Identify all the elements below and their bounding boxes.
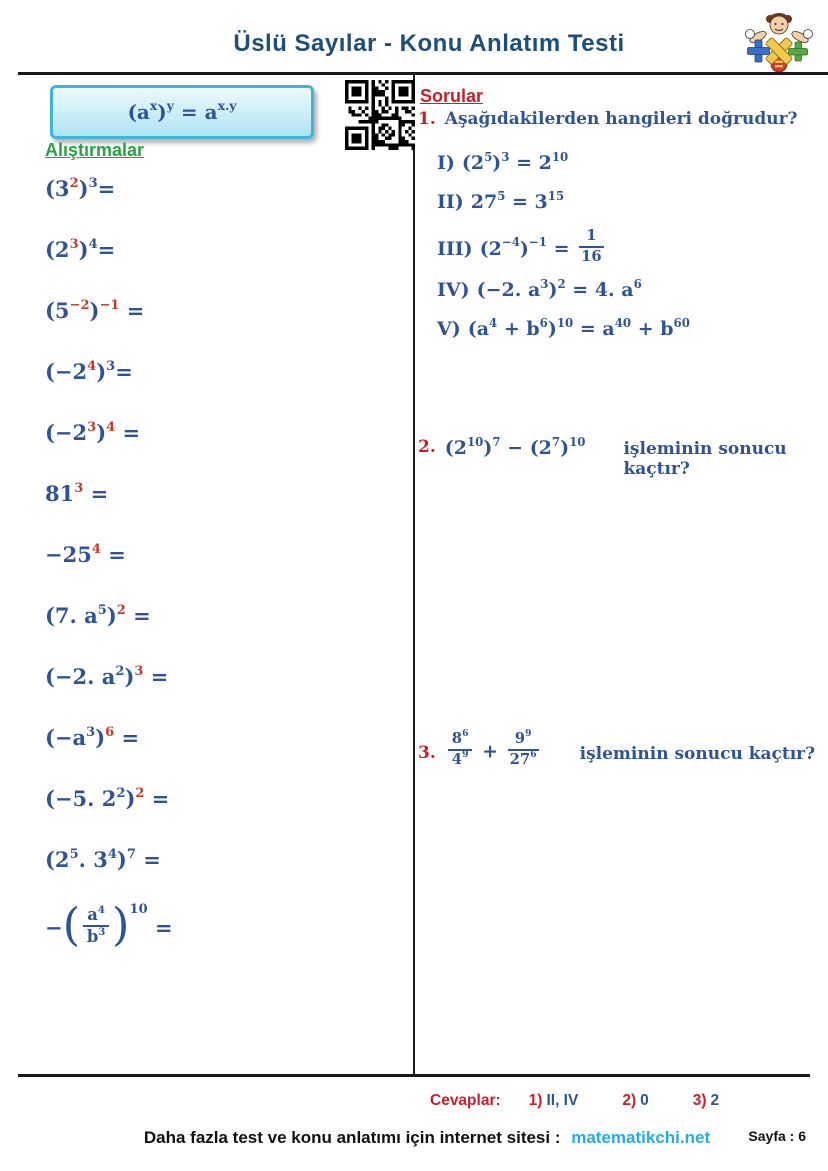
q1-options bbox=[437, 149, 807, 357]
exercise-expression: $(-2^3)^4$ = bbox=[45, 420, 141, 445]
question-3-number: 3. bbox=[418, 742, 436, 763]
formula-expression: $(a^x)^y = a^{x.y}$ bbox=[127, 98, 237, 124]
exercise-expression: (7. $a^5)^2$ = bbox=[45, 603, 151, 628]
footer bbox=[26, 1128, 828, 1148]
q1-option bbox=[437, 315, 807, 341]
question-2-number: 2. bbox=[418, 437, 436, 457]
column-divider bbox=[413, 74, 415, 1074]
question-2-expression: $(2^{10})^7 - (2^7)^{10}$ bbox=[444, 434, 586, 459]
q1-option-label: IV) bbox=[437, 279, 470, 302]
exercise-expression: $(2^3)^4=$ bbox=[45, 237, 116, 262]
q1-option-label: V) bbox=[437, 318, 461, 341]
formula-box bbox=[50, 85, 314, 139]
question-1-number: 1. bbox=[418, 109, 436, 129]
exercise-expression: (−5. $2^2)^2$ = bbox=[45, 786, 170, 811]
answer-item: 1) II, IV bbox=[528, 1092, 579, 1109]
exercise-expression: $(3^2)^3=$ bbox=[45, 176, 116, 201]
page-number: Sayfa : 6 bbox=[748, 1128, 806, 1144]
question-3 bbox=[418, 728, 818, 772]
question-2-text: işleminin sonucu kaçtır? bbox=[623, 439, 787, 479]
question-3-text: işleminin sonucu kaçtır? bbox=[579, 743, 816, 764]
exercise-expression: $(5^{-2})^{-1}$ = bbox=[45, 298, 145, 323]
q1-option-label: I) bbox=[437, 152, 455, 174]
header-divider bbox=[18, 72, 828, 75]
exercise-expression: −( $\frac{a^4}{b^3}$ )$^{10}$ = bbox=[45, 898, 173, 952]
question-1-text: Aşağıdakilerden hangileri doğrudur? bbox=[444, 109, 798, 129]
answers-list bbox=[529, 1092, 720, 1110]
math-kid-mascot-icon bbox=[742, 10, 816, 74]
q1-option-expression: $27^5 = 3^{15}$ bbox=[470, 188, 565, 213]
question-2 bbox=[418, 434, 818, 479]
exercise-list bbox=[45, 176, 395, 987]
q1-option bbox=[437, 227, 807, 269]
answer-item: 3) 2 bbox=[692, 1092, 720, 1109]
q1-option-label: II) bbox=[437, 191, 464, 213]
answers-label: Cevaplar: bbox=[430, 1092, 501, 1109]
question-3-expression: $\frac{8^6}{4^9}$ + $\frac{9^9}{27^6}$ bbox=[445, 733, 542, 772]
exercise-expression: ($2^5$. $3^4)^7$ = bbox=[45, 847, 161, 872]
q1-option-expression: $(a^4 + b^6)^{10} = a^{40} + b^{60}$ bbox=[467, 315, 690, 341]
q1-option-expression: $(2^5)^3 = 2^{10}$ bbox=[461, 149, 569, 174]
questions-heading: Sorular bbox=[420, 86, 484, 106]
q1-option-expression: (−2. $a^3)^2 = 4$. $a^6$ bbox=[476, 276, 642, 302]
answers-row bbox=[430, 1092, 719, 1110]
footer-divider bbox=[18, 1074, 810, 1077]
page-title: Üslü Sayılar - Konu Anlatım Testi bbox=[233, 30, 625, 57]
exercises-heading: Alıştırmalar bbox=[45, 140, 145, 160]
website-link[interactable]: matematikchi.net bbox=[571, 1128, 711, 1147]
question-1 bbox=[418, 109, 818, 129]
answer-item: 2) 0 bbox=[622, 1092, 649, 1109]
exercise-expression: $(-2^4)^3=$ bbox=[45, 359, 133, 384]
q1-option-label: III) bbox=[437, 237, 473, 260]
exercise-expression: (−2. $a^2)^3$ = bbox=[45, 664, 169, 689]
exercise-expression: $(-a^3)^6$ = bbox=[45, 725, 140, 750]
exercise-expression: $-25^4$ = bbox=[45, 542, 126, 567]
q1-option-expression: $(2^{-4})^{-1}$ = $\frac{1}{16}$ bbox=[479, 227, 602, 265]
footer-text: Daha fazla test ve konu anlatımı için internet sitesi : bbox=[143, 1128, 561, 1147]
exercise-expression: $81^3$ = bbox=[45, 481, 109, 506]
q1-option bbox=[437, 276, 807, 302]
q1-option bbox=[437, 149, 807, 174]
qr-code-image bbox=[345, 79, 415, 151]
q1-option bbox=[437, 188, 807, 213]
